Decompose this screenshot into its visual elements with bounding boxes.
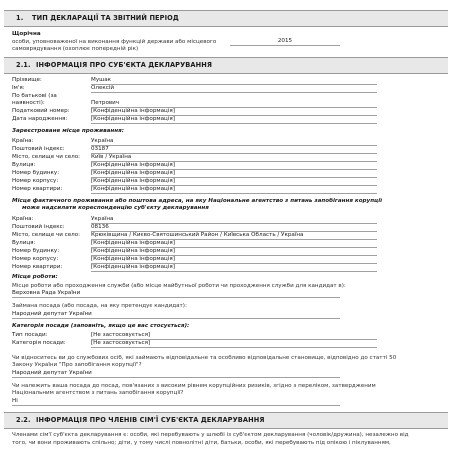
act-label-country: Країна:	[12, 216, 34, 222]
field-label-patronymic-line2: наявності):	[12, 100, 45, 106]
act-label-house: Номер будинку:	[12, 248, 60, 254]
position-description: Займана посада (або посада, на яку претендує кандидат):	[12, 303, 187, 309]
section-2-2-header	[4, 412, 448, 429]
reg-value-street: [Конфіденційна інформація]	[91, 162, 377, 170]
field-value-patronymic: Петрович	[91, 100, 377, 108]
category-value-type: [Не застосовується]	[91, 332, 377, 340]
reg-value-city: Київ / Україна	[91, 154, 377, 162]
work-description: Місце роботи або проходження служби (або місце майбутньої роботи чи проходження служби для кандидат в):	[12, 283, 346, 289]
section-2-1-number: 2.1.	[16, 61, 31, 69]
reg-label-postcode: Поштовий індекс:	[12, 146, 65, 152]
reg-value-postcode: 03187	[91, 146, 377, 154]
act-value-apartment: [Конфіденційна інформація]	[91, 264, 377, 272]
section-2-1-header	[4, 57, 448, 74]
declaration-type: Щорічна	[12, 31, 41, 37]
actual-residence-heading-line1: Місце фактичного проживання або поштова адреса, на яку Національне агентство з питань запобігання корупції	[12, 198, 383, 204]
act-label-street: Вулиця:	[12, 240, 36, 246]
question-corruption-risk-line1: Чи належить ваша посада до посад, пов'язаних з високим рівнем корупційних ризиків, згідно з переліком, затвердженим	[12, 383, 376, 389]
family-members-description-line1: Членами сім'ї суб'єкта декларування є: особи, які перебувають у шлюбі із суб'єктом декларування (чоловік/дружина), незалежно від	[12, 432, 409, 438]
actual-residence-heading-line2: може надсилати кореспонденцію суб'єкту декларування	[22, 205, 209, 211]
category-label-category: Категорія посади:	[12, 340, 66, 346]
section-1-title: ТИП ДЕКЛАРАЦІЇ ТА ЗВІТНИЙ ПЕРІОД	[32, 14, 179, 22]
family-members-description-line2: того, чи вони проживають спільно; діти, у тому числі повнолітні діти, батьки, особи, які перебувають під опікою і піклуванням,	[12, 440, 391, 446]
section-2-1-title: ІНФОРМАЦІЯ ПРО СУБ'ЄКТА ДЕКЛАРУВАННЯ	[36, 61, 213, 69]
field-label-tax-number: Податковий номер:	[12, 108, 70, 114]
act-label-apartment: Номер квартири:	[12, 264, 63, 270]
act-label-building: Номер корпусу:	[12, 256, 59, 262]
person-description-line2: самоврядування (охоплює попередній рік)	[12, 46, 139, 52]
reg-label-country: Країна:	[12, 138, 34, 144]
question-responsible-position-line1: Чи відноситесь ви до службових осіб, які займають відповідальне та особливо відповідальне становище, відповідно до статті 50	[12, 355, 397, 361]
work-value: Верховна Рада України	[12, 290, 340, 298]
registered-residence-heading: Зареєстроване місце проживання:	[12, 128, 124, 134]
reg-value-house: [Конфіденційна інформація]	[91, 170, 377, 178]
act-label-city: Місто, селище чи село:	[12, 232, 81, 238]
reporting-year: 2015	[230, 38, 340, 46]
category-value-category: [Не застосовується]	[91, 340, 377, 348]
act-label-postcode: Поштовий індекс:	[12, 224, 65, 230]
section-1-header	[4, 10, 448, 27]
question-responsible-position-answer: Народний депутат України	[12, 370, 340, 378]
category-heading: Категорія посади (заповніть, якщо це вас стосується):	[12, 323, 190, 329]
reg-value-apartment: [Конфіденційна інформація]	[91, 186, 377, 194]
act-value-country: Україна	[91, 216, 377, 224]
reg-label-apartment: Номер квартири:	[12, 186, 63, 192]
position-value: Народний депутат України	[12, 311, 340, 319]
reg-label-building: Номер корпусу:	[12, 178, 59, 184]
category-label-type: Тип посади:	[12, 332, 48, 338]
act-value-postcode: 08136	[91, 224, 377, 232]
act-value-house: [Конфіденційна інформація]	[91, 248, 377, 256]
field-value-name: Олексій	[91, 85, 377, 93]
field-label-name: Ім'я:	[12, 85, 25, 91]
field-label-patronymic-line1: По батькові (за	[12, 93, 57, 99]
field-label-birth-date: Дата народження:	[12, 116, 68, 122]
question-corruption-risk-line2: Національним агентством з питань запобігання корупції?	[12, 390, 184, 396]
act-value-building: [Конфіденційна інформація]	[91, 256, 377, 264]
section-2-2-number: 2.2.	[16, 416, 31, 424]
work-heading: Місце роботи:	[12, 274, 58, 280]
reg-value-country: Україна	[91, 138, 377, 146]
reg-label-street: Вулиця:	[12, 162, 36, 168]
section-2-2-title: ІНФОРМАЦІЯ ПРО ЧЛЕНІВ СІМ'Ї СУБ'ЄКТА ДЕКЛАРУВАННЯ	[36, 416, 265, 424]
reg-value-building: [Конфіденційна інформація]	[91, 178, 377, 186]
section-1-number: 1.	[16, 14, 24, 22]
person-description-line1: особи, уповноваженої на виконання функцій держави або місцевого	[12, 39, 217, 45]
field-value-surname: Мушак	[91, 77, 377, 85]
field-value-tax-number: [Конфіденційна інформація]	[91, 108, 377, 116]
act-value-city: Крюківщина / Києво-Святошинський Район / Київська Область / Україна	[91, 232, 377, 240]
question-responsible-position-line2: Закону України "Про запобігання корупції"?	[12, 362, 142, 368]
field-value-birth-date: [Конфіденційна інформація]	[91, 116, 377, 124]
question-corruption-risk-answer: Ні	[12, 398, 340, 406]
act-value-street: [Конфіденційна інформація]	[91, 240, 377, 248]
reg-label-city: Місто, селище чи село:	[12, 154, 81, 160]
field-label-surname: Прізвище:	[12, 77, 42, 83]
reg-label-house: Номер будинку:	[12, 170, 60, 176]
